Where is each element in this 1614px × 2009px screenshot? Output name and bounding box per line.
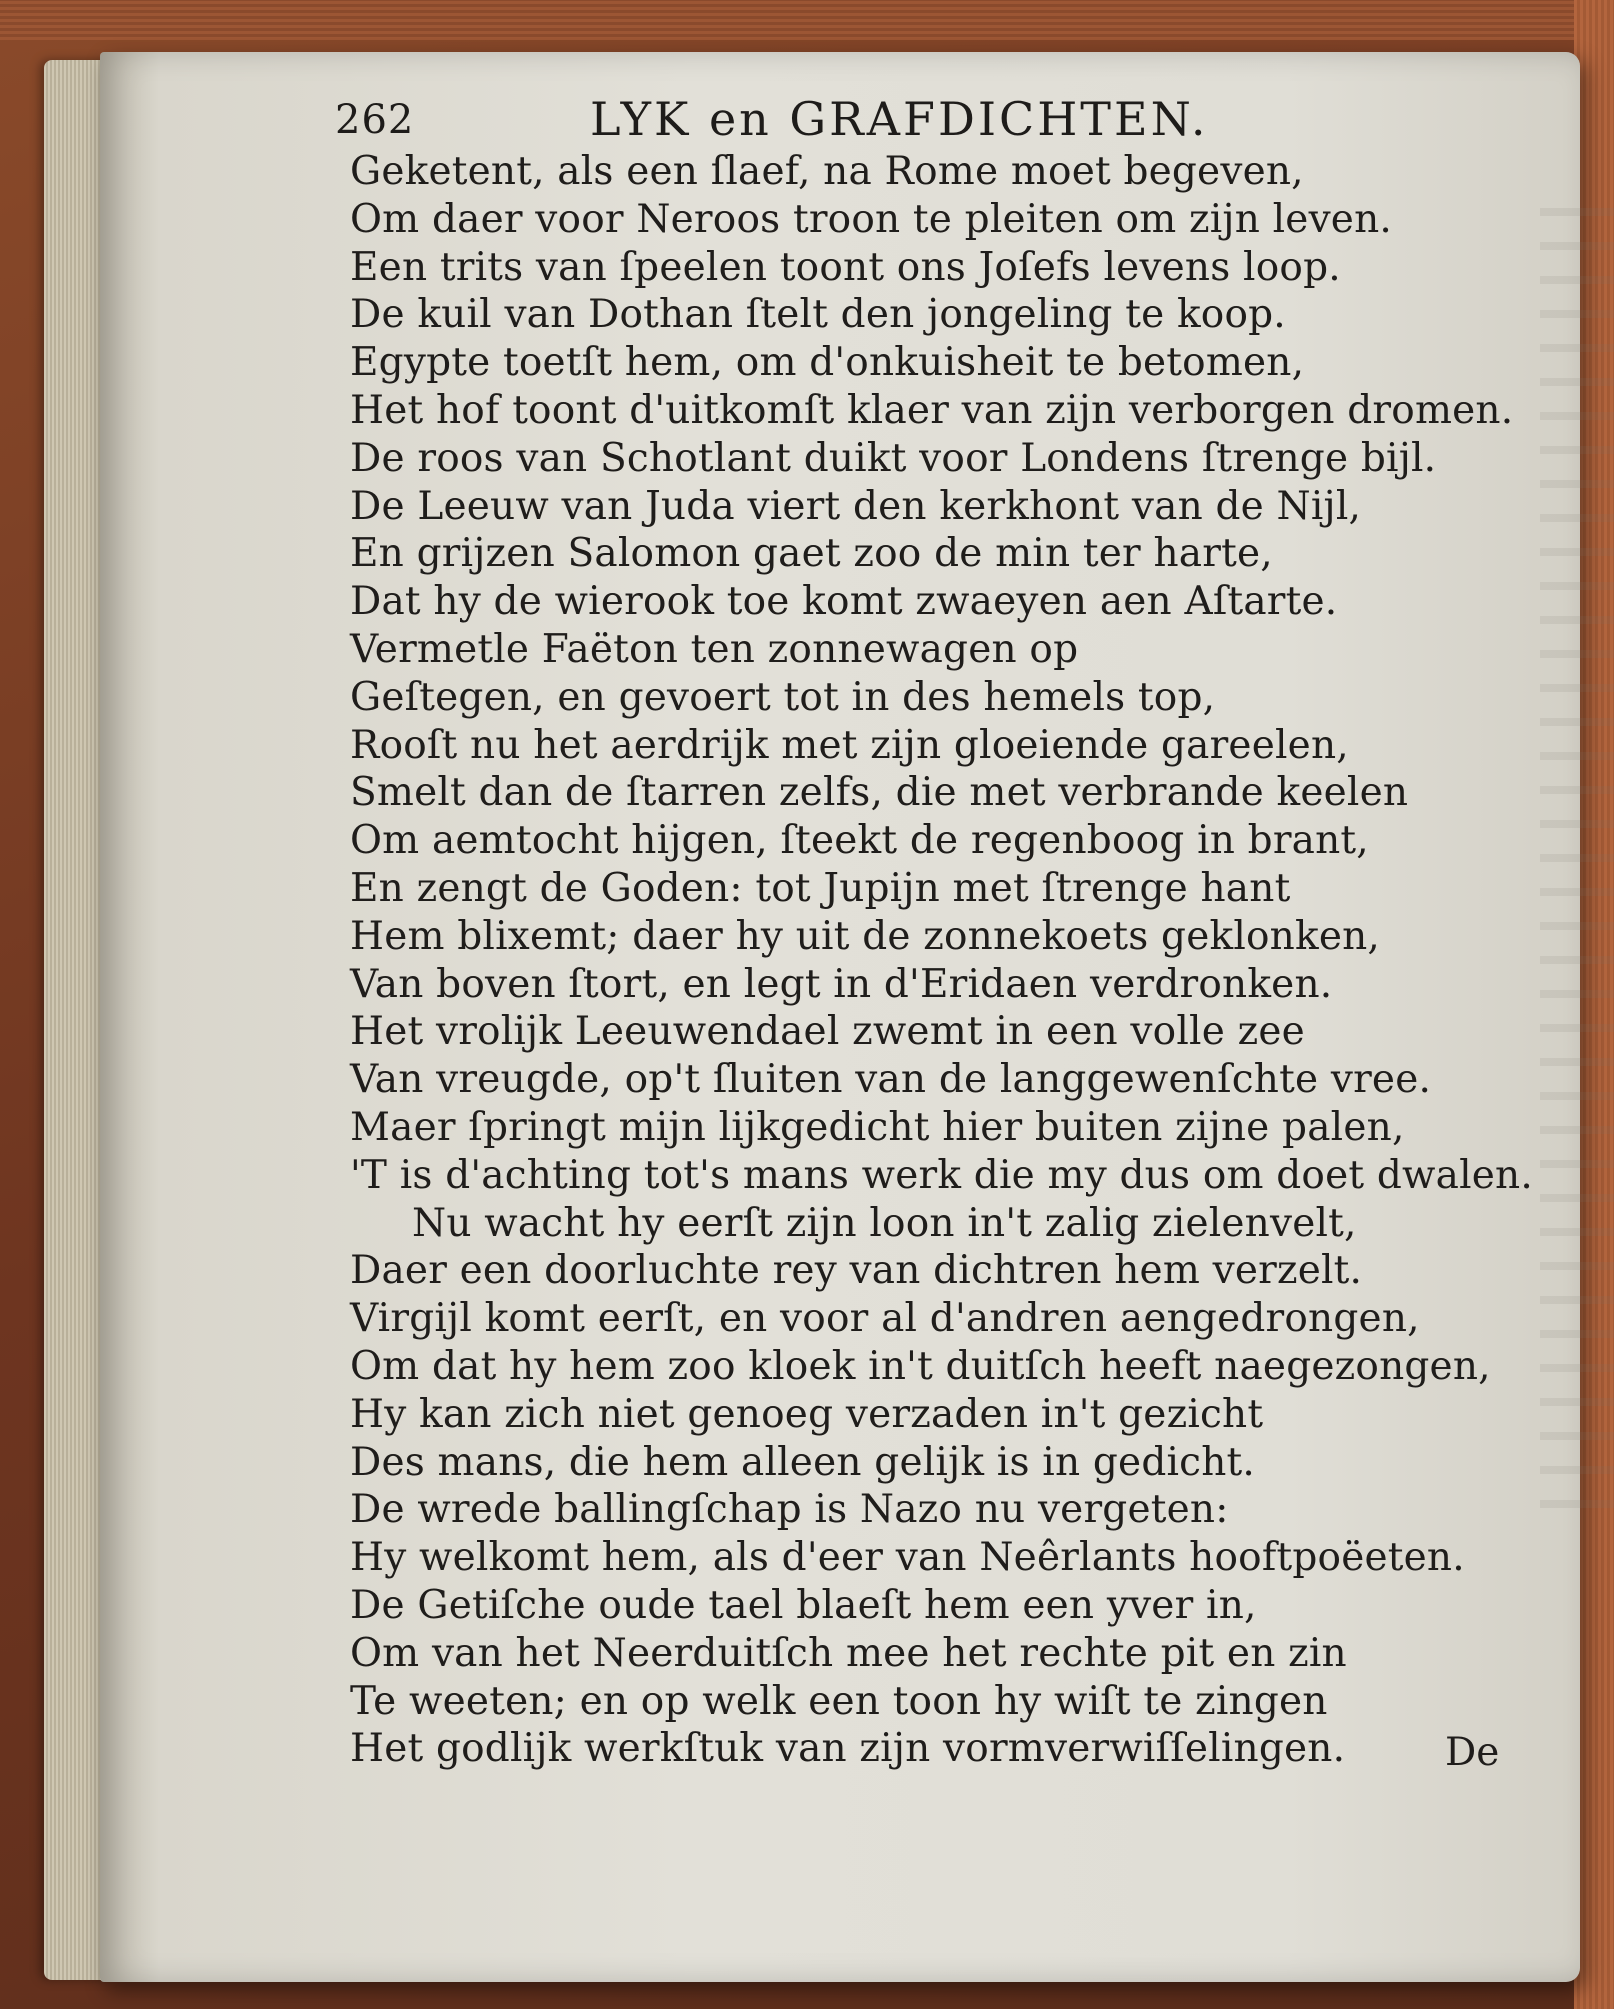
- verse-line: Om van het Neerduitſch mee het rechte pit en zin: [350, 1630, 1347, 1676]
- verse-line: Om aemtocht hijgen, ſteekt de regenboog in brant,: [350, 818, 1369, 864]
- verse-line: Van vreugde, op't ſluiten van de langgewenſchte vree.: [350, 1057, 1432, 1103]
- verse-line: Virgijl komt eerſt, en voor al d'andren aengedrongen,: [350, 1296, 1420, 1342]
- verse-line: Dat hy de wierook toe komt zwaeyen aen Aſtarte.: [350, 579, 1338, 625]
- verse-line: De kuil van Dothan ſtelt den jongeling te koop.: [350, 292, 1286, 338]
- verse-line: Van boven ſtort, en legt in d'Eridaen verdronken.: [350, 961, 1333, 1007]
- verse-line: Egypte toetſt hem, om d'onkuisheit te betomen,: [350, 340, 1305, 386]
- verse-line: Om daer voor Neroos troon te pleiten om zijn leven.: [350, 196, 1393, 242]
- verse-line: Vermetle Faëton ten zonnewagen op: [350, 626, 1079, 672]
- verse-line: Om dat hy hem zoo kloek in't duitſch heeft naegezongen,: [350, 1343, 1491, 1389]
- verse-line: Hy welkomt hem, als d'eer van Neêrlants hooftpoëeten.: [350, 1535, 1465, 1581]
- verse-line: Daer een doorluchte rey van dichtren hem verzelt.: [350, 1248, 1363, 1294]
- verse-line: Des mans, die hem alleen gelijk is in gedicht.: [350, 1439, 1255, 1485]
- verse-line: Hem blixemt; daer hy uit de zonnekoets geklonken,: [350, 913, 1381, 959]
- verse-line: 'T is d'achting tot's mans werk die my dus om doet dwalen.: [350, 1152, 1533, 1198]
- verse-line: Nu wacht hy eerſt zijn loon in't zalig zielenvelt,: [412, 1200, 1357, 1246]
- verse-line: Te weeten; en op welk een toon hy wiſt te zingen: [350, 1678, 1328, 1724]
- catchword: De: [1445, 1730, 1500, 1775]
- verse-line: Maer ſpringt mijn lijkgedicht hier buiten zijne palen,: [350, 1104, 1405, 1150]
- verse-line: Het godlijk werkſtuk van zijn vormverwiſſelingen.: [350, 1726, 1346, 1772]
- verse-line: De Getiſche oude tael blaeſt hem een yver in,: [350, 1582, 1257, 1628]
- verse-line: Het vrolijk Leeuwendael zwemt in een volle zee: [350, 1009, 1305, 1055]
- page-number: 262: [335, 97, 415, 143]
- verse-line: De Leeuw van Juda viert den kerkhont van de Nijl,: [350, 483, 1362, 529]
- facing-page-bleed-through: [1540, 182, 1614, 1532]
- verse-line: En zengt de Goden: tot Jupijn met ſtrenge hant: [350, 865, 1291, 911]
- verse-line: Geketent, als een ſlaef, na Rome moet begeven,: [350, 149, 1304, 194]
- verse-line: De roos van Schotlant duikt voor Londens ſtrenge bijl.: [350, 435, 1437, 481]
- verse-line: De wrede ballingſchap is Nazo nu vergeten:: [350, 1487, 1229, 1533]
- verse-line: Rooſt nu het aerdrijk met zijn gloeiende gareelen,: [350, 722, 1349, 768]
- verse-line: Een trits van ſpeelen toont ons Joſefs levens loop.: [350, 244, 1341, 290]
- verse-line: Geſtegen, en gevoert tot in des hemels top,: [350, 674, 1216, 720]
- verse-line: Smelt dan de ſtarren zelfs, die met verbrande keelen: [350, 770, 1409, 816]
- running-head: LYK en GRAFDICHTEN.: [590, 92, 1209, 146]
- verse-line: En grijzen Salomon gaet zoo de min ter harte,: [350, 531, 1273, 577]
- cloth-cover-top: [0, 0, 1614, 40]
- verse-line: Het hof toont d'uitkomſt klaer van zijn verborgen dromen.: [350, 387, 1514, 433]
- verse-line: Hy kan zich niet genoeg verzaden in't gezicht: [350, 1391, 1264, 1437]
- poem-text: [350, 148, 1533, 1773]
